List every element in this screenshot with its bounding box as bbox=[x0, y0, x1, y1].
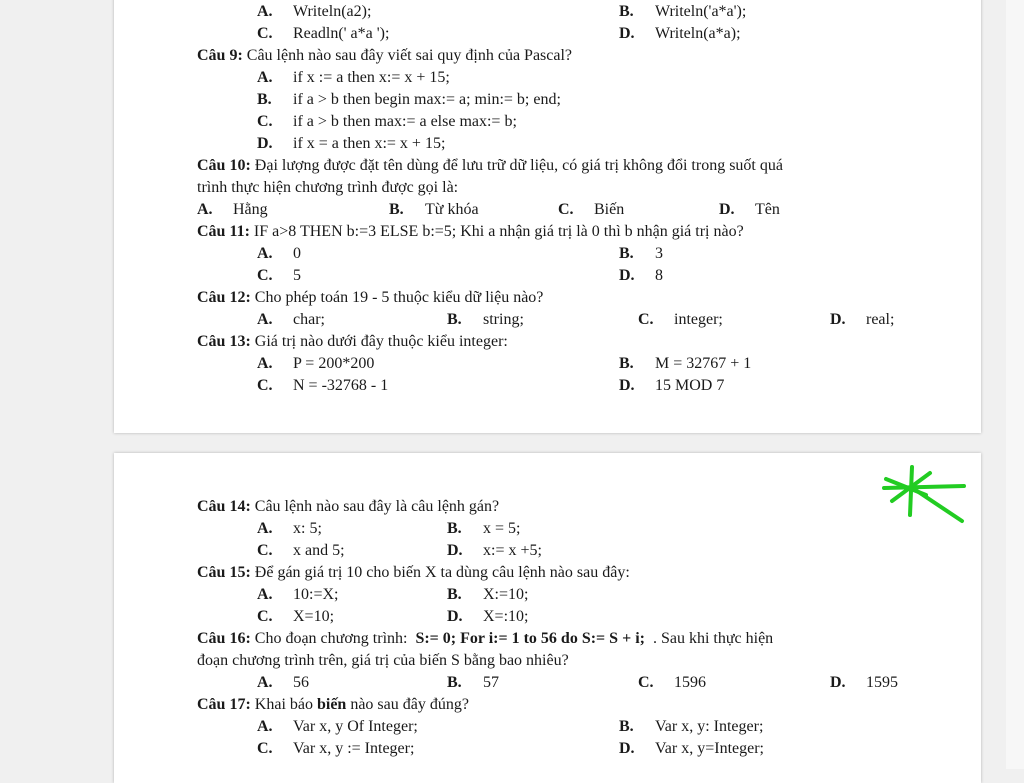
q15-option-b: B. X:=10; bbox=[447, 586, 529, 603]
q12-option-c: C. integer; bbox=[638, 311, 723, 328]
question-12: Câu 12: Cho phép toán 19 - 5 thuộc kiểu dữ liệu nào? bbox=[197, 289, 544, 306]
q15-option-c: C. X=10; bbox=[257, 608, 335, 625]
q9-option-b: B. if a > b then begin max:= a; min:= b; end; bbox=[257, 91, 561, 108]
question-16: Câu 16: Cho đoạn chương trình: S:= 0; For i:= 1 to 56 do S:= S + i; . Sau khi thực hiện bbox=[197, 630, 774, 647]
q16-option-d: D. 1595 bbox=[830, 674, 898, 691]
q14-option-b: B. x = 5; bbox=[447, 520, 521, 537]
q16-code: S:= 0; For i:= 1 to 56 do S:= S + i; bbox=[415, 630, 645, 647]
question-15: Câu 15: Để gán giá trị 10 cho biến X ta dùng câu lệnh nào sau đây: bbox=[197, 564, 630, 581]
q17-option-b: B. Var x, y: Integer; bbox=[619, 718, 764, 735]
q13-option-b: B. M = 32767 + 1 bbox=[619, 355, 752, 372]
q9-option-c: C. if a > b then max:= a else max:= b; bbox=[257, 113, 517, 130]
q14-option-a: A. x: 5; bbox=[257, 520, 322, 537]
q9-option-a: A. if x := a then x:= x + 15; bbox=[257, 69, 450, 86]
q11-option-c: C. 5 bbox=[257, 267, 301, 284]
top-option-b: B. Writeln('a*a'); bbox=[619, 3, 747, 20]
q11-option-b: B. 3 bbox=[619, 245, 663, 262]
q10-option-a: A. Hằng bbox=[197, 201, 268, 218]
q11-option-a: A. 0 bbox=[257, 245, 301, 262]
q13-option-d: D. 15 MOD 7 bbox=[619, 377, 725, 394]
q16-option-c: C. 1596 bbox=[638, 674, 706, 691]
handwritten-star-annotation bbox=[880, 465, 970, 527]
q12-option-a: A. char; bbox=[257, 311, 325, 328]
q13-option-a: A. P = 200*200 bbox=[257, 355, 375, 372]
question-11: Câu 11: IF a>8 THEN b:=3 ELSE b:=5; Khi a nhận giá trị là 0 thì b nhận giá trị nào? bbox=[197, 223, 744, 240]
q14-option-d: D. x:= x +5; bbox=[447, 542, 542, 559]
question-10: Câu 10: Đại lượng được đặt tên dùng để lưu trữ dữ liệu, có giá trị không đổi trong suốt quá bbox=[197, 157, 783, 174]
q17-option-c: C. Var x, y := Integer; bbox=[257, 740, 415, 757]
q9-option-d: D. if x = a then x:= x + 15; bbox=[257, 135, 446, 152]
q15-option-d: D. X=:10; bbox=[447, 608, 529, 625]
top-option-c: C. Readln(' a*a '); bbox=[257, 25, 390, 42]
question-17: Câu 17: Khai báo biến nào sau đây đúng? bbox=[197, 696, 469, 713]
q16-option-b: B. 57 bbox=[447, 674, 499, 691]
q10-option-b: B. Từ khóa bbox=[389, 201, 479, 218]
question-10-cont: trình thực hiện chương trình được gọi là: bbox=[197, 179, 459, 196]
question-16-cont: đoạn chương trình trên, giá trị của biến S bằng bao nhiêu? bbox=[197, 652, 569, 669]
q12-option-b: B. string; bbox=[447, 311, 524, 328]
q11-option-d: D. 8 bbox=[619, 267, 663, 284]
q10-option-d: D. Tên bbox=[719, 201, 780, 218]
document-page-1 bbox=[114, 0, 981, 433]
q10-option-c: C. Biến bbox=[558, 201, 625, 218]
top-option-a: A. Writeln(a2); bbox=[257, 3, 372, 20]
q17-option-a: A. Var x, y Of Integer; bbox=[257, 718, 418, 735]
top-option-d: D. Writeln(a*a); bbox=[619, 25, 741, 42]
q12-option-d: D. real; bbox=[830, 311, 895, 328]
q14-option-c: C. x and 5; bbox=[257, 542, 345, 559]
q15-option-a: A. 10:=X; bbox=[257, 586, 339, 603]
q13-option-c: C. N = -32768 - 1 bbox=[257, 377, 389, 394]
q16-option-a: A. 56 bbox=[257, 674, 309, 691]
vertical-scrollbar[interactable] bbox=[1006, 0, 1024, 769]
question-13: Câu 13: Giá trị nào dưới đây thuộc kiểu integer: bbox=[197, 333, 508, 350]
question-9: Câu 9: Câu lệnh nào sau đây viết sai quy định của Pascal? bbox=[197, 47, 573, 64]
question-14: Câu 14: Câu lệnh nào sau đây là câu lệnh gán? bbox=[197, 498, 500, 515]
q17-option-d: D. Var x, y=Integer; bbox=[619, 740, 764, 757]
document-page-2 bbox=[114, 453, 981, 783]
